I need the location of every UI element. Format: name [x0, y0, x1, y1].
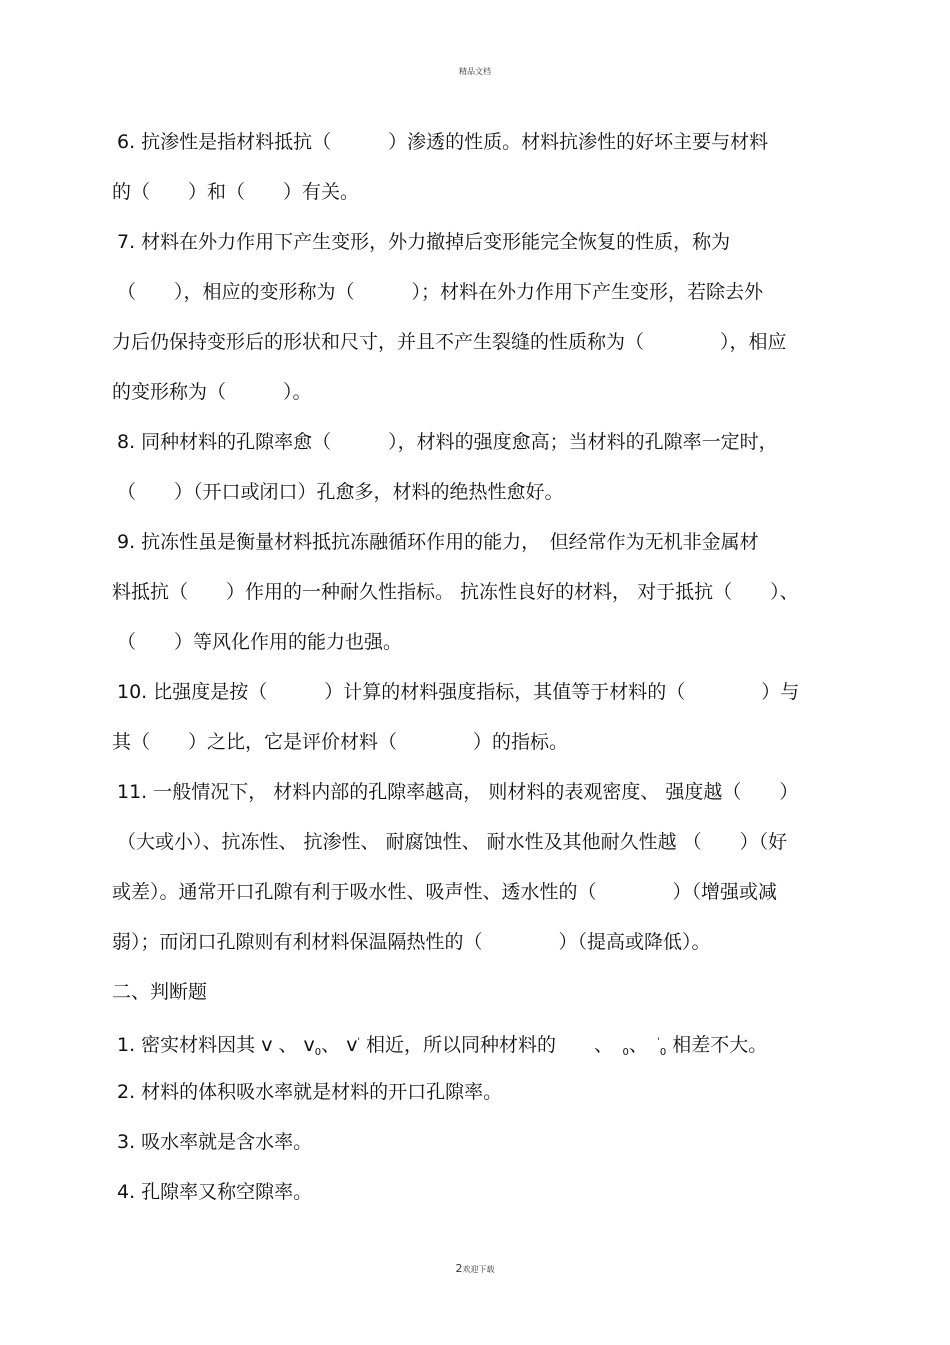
text-line: 7. 材料在外力作用下产生变形，外力撤掉后变形能完全恢复的性质，称为: [117, 231, 731, 253]
judge-item: 4. 孔隙率又称空隙率。: [117, 1181, 313, 1203]
text-line: 其（ ）之比，它是评价材料（ ）的指标。: [112, 731, 569, 753]
text-line: （大或小）、抗冻性、 抗渗性、 耐腐蚀性、 耐水性及其他耐久性越 （ ）（好: [117, 831, 788, 853]
judge-item-1: [117, 1030, 767, 1065]
page-footer: [0, 1262, 950, 1275]
text-line: 10. 比强度是按（ ）计算的材料强度指标，其值等于材料的（ ）与: [117, 681, 800, 703]
judge-item: 2. 材料的体积吸水率就是材料的开口孔隙率。: [117, 1081, 503, 1103]
judge-item-1-part: 、 v: [321, 1034, 358, 1056]
text-line: 8. 同种材料的孔隙率愈（ ），材料的强度愈高；当材料的孔隙率一定时，: [117, 431, 778, 453]
text-line: 弱）；而闭口孔隙则有利材料保温隔热性的（ ）（提高或降低）。: [112, 931, 711, 953]
footer-text: 欢迎下载: [462, 1265, 495, 1274]
text-line: 6. 抗渗性是指材料抵抗（ ）渗透的性质。材料抗渗性的好坏主要与材料: [117, 131, 769, 153]
text-line: 料抵抗（ ）作用的一种耐久性指标。 抗冻性良好的材料， 对于抵抗（ ）、: [112, 581, 799, 603]
subscript: 0: [659, 1047, 667, 1058]
superscript: ': [357, 1037, 360, 1047]
text-line: （ ）等风化作用的能力也强。: [117, 631, 403, 653]
subscript: 0: [622, 1047, 629, 1058]
text-line: 或差）。通常开口孔隙有利于吸水性、吸声性、透水性的（ ）（增强或减: [112, 881, 778, 903]
text-line: 的（ ）和（ ）有关。: [112, 181, 360, 203]
judge-item-1-part: 、: [628, 1034, 658, 1056]
page-number: 2: [455, 1262, 463, 1275]
section-heading: 二、判断题: [112, 981, 208, 1003]
subscript: 0: [314, 1047, 322, 1058]
text-line: 的变形称为（ ）。: [112, 381, 312, 403]
judge-item-1-part: 相差不大。: [666, 1034, 768, 1056]
page-header: 精品文档: [459, 67, 491, 76]
judge-item-1-part: 相近，所以同种材料的 、: [359, 1034, 623, 1056]
text-line: 9. 抗冻性虽是衡量材料抵抗冻融循环作用的能力， 但经常作为无机非金属材: [117, 531, 759, 553]
text-line: （ ），相应的变形称为（ ）；材料在外力作用下产生变形，若除去外: [117, 281, 764, 303]
text-line: （ ）（开口或闭口）孔愈多，材料的绝热性愈好。: [117, 481, 564, 503]
judge-item-1-part: 1. 密实材料因其 v 、 v: [117, 1034, 315, 1056]
text-line: 力后仍保持变形后的形状和尺寸，并且不产生裂缝的性质称为（ ），相应: [112, 331, 787, 353]
judge-item: 3. 吸水率就是含水率。: [117, 1131, 313, 1153]
superscript: ': [657, 1037, 660, 1047]
text-line: 11. 一般情况下， 材料内部的孔隙率越高， 则材料的表观密度、 强度越（ ）: [117, 781, 799, 803]
